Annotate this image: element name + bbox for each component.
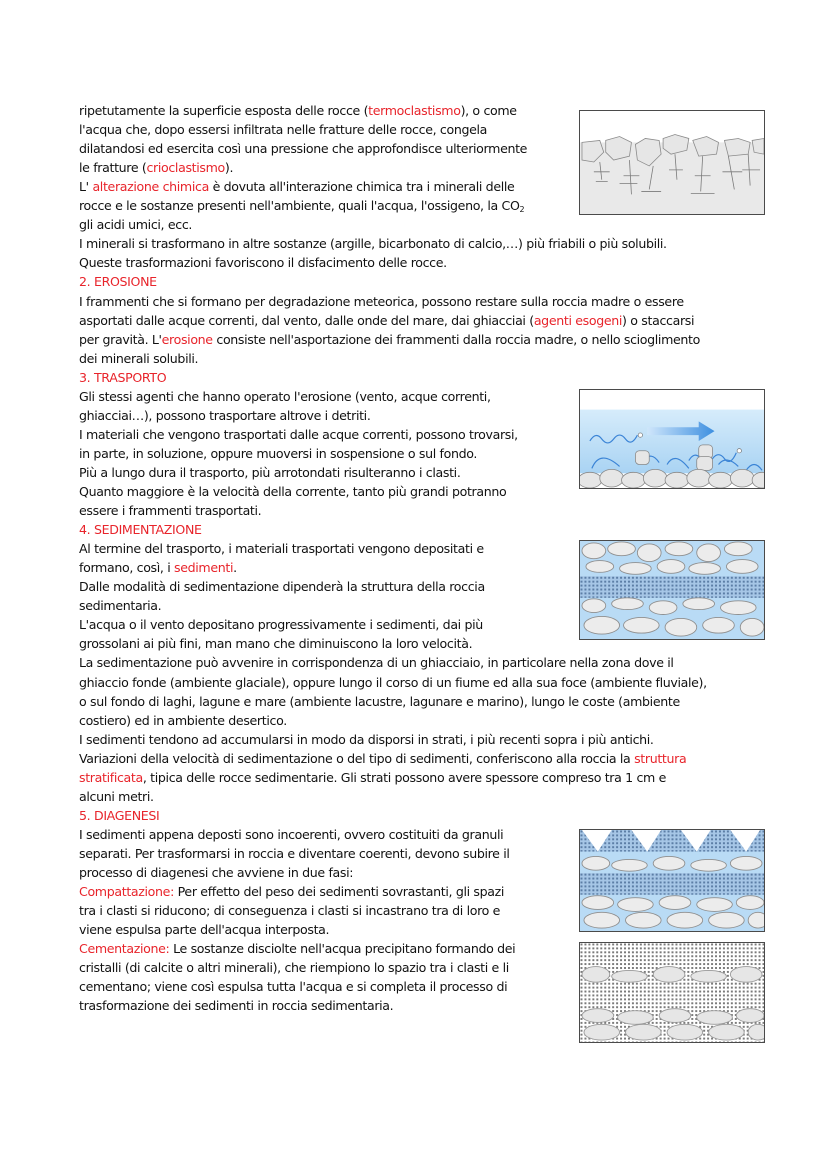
paragraph-line: Al termine del trasporto, i materiali trasportati vengono depositati e: [79, 541, 484, 557]
compaction-illustration: [579, 829, 765, 932]
paragraph-line: I materiali che vengono trasportati dalle acque correnti, possono trovarsi,: [79, 426, 518, 442]
paragraph-line: rocce e le sostanze presenti nell'ambiente, quali l'acqua, l'ossigeno, la $CO_2$: [79, 198, 525, 215]
paragraph-line: Variazioni della velocità di sedimentazione o del tipo di sedimenti, conferiscono alla roccia la struttura: [79, 750, 687, 766]
highlighted-term: crioclastismo: [146, 160, 225, 176]
paragraph-line: asportati dalle acque correnti, dal vento, dalle onde del mare, dai ghiacciai (agenti esogeni) o staccarsi: [79, 312, 695, 328]
highlighted-term: alterazione chimica: [92, 179, 209, 195]
highlighted-term: erosione: [161, 331, 213, 347]
highlighted-term: agenti esogeni: [533, 312, 623, 328]
paragraph-line: Quanto maggiore è la velocità della corrente, tanto più grandi potranno: [79, 484, 507, 499]
paragraph-line: le fratture (crioclastismo).: [79, 160, 234, 176]
paragraph-line: l'acqua che, dopo essersi infiltrata nelle fratture delle rocce, congela: [79, 122, 488, 138]
section-heading: 3. TRASPORTO: [79, 369, 167, 385]
highlighted-term: Compattazione:: [79, 884, 174, 900]
paragraph-line: tra i clasti si riducono; di conseguenza i clasti si incastrano tra di loro e: [79, 903, 501, 919]
paragraph-line: Cementazione: Le sostanze disciolte nell'acqua precipitano formando dei: [79, 941, 516, 957]
highlighted-term: stratificata: [79, 769, 143, 785]
paragraph-line: trasformazione dei sedimenti in roccia sedimentaria.: [79, 998, 394, 1014]
paragraph-line: sedimentaria.: [79, 598, 162, 614]
paragraph-line: grossolani ai più fini, man mano che diminuiscono la loro velocità.: [79, 636, 473, 652]
highlighted-term: Cementazione:: [79, 941, 170, 957]
paragraph-line: cementano; viene così espulsa tutta l'acqua e si completa il processo di: [79, 979, 508, 995]
paragraph-line: stratificata, tipica delle rocce sedimentarie. Gli strati possono avere spessore compreso tra 1 cm e: [79, 769, 667, 785]
sedimentation-illustration: [579, 540, 765, 640]
paragraph-line: dilatandosi ed esercita così una pressione che approfondisce ulteriormente: [79, 141, 528, 157]
paragraph-line: in parte, in soluzione, oppure muoversi in sospensione o sul fondo.: [79, 445, 478, 461]
paragraph-line: L' alterazione chimica è dovuta all'interazione chimica tra i minerali delle: [79, 179, 515, 195]
paragraph-line: alcuni metri.: [79, 788, 154, 804]
section-heading: 2. EROSIONE: [79, 274, 157, 290]
highlighted-term: struttura: [634, 750, 687, 766]
paragraph-line: cristalli (di calcite o altri minerali), che riempiono lo spazio tra i clasti e li: [79, 960, 509, 976]
paragraph-line: dei minerali solubili.: [79, 350, 199, 366]
paragraph-line: ripetutamente la superficie esposta delle rocce (termoclastismo), o come: [79, 103, 517, 118]
paragraph-line: formano, così, i sedimenti.: [79, 560, 237, 576]
paragraph-line: separati. Per trasformarsi in roccia e diventare coerenti, devono subire il: [79, 845, 510, 861]
paragraph-line: essere i frammenti trasportati.: [79, 503, 262, 519]
paragraph-line: per gravità. L'erosione consiste nell'asportazione dei frammenti dalla roccia madre, o nello scioglimento: [79, 331, 700, 347]
paragraph-line: Queste trasformazioni favoriscono il disfacimento delle rocce.: [79, 255, 447, 271]
cementation-illustration: [579, 942, 765, 1043]
paragraph-line: La sedimentazione può avvenire in corrispondenza di un ghiacciaio, in particolare nella zona dove il: [79, 655, 674, 671]
highlighted-term: sedimenti: [174, 560, 234, 576]
paragraph-line: I sedimenti tendono ad accumularsi in modo da disporsi in strati, i più recenti sopra i più antichi.: [79, 731, 654, 747]
weathering-illustration: [579, 110, 765, 215]
subscript: 2: [519, 205, 525, 215]
paragraph-line: costiero) ed in ambiente desertico.: [79, 712, 287, 728]
paragraph-line: I sedimenti appena deposti sono incoerenti, ovvero costituiti da granuli: [79, 826, 504, 842]
section-heading: 4. SEDIMENTAZIONE: [79, 522, 202, 538]
transport-illustration: [579, 389, 765, 489]
paragraph-line: L'acqua o il vento depositano progressivamente i sedimenti, dai più: [79, 617, 483, 633]
paragraph-line: gli acidi umici, ecc.: [79, 217, 193, 233]
paragraph-line: Più a lungo dura il trasporto, più arrotondati risulteranno i clasti.: [79, 464, 461, 480]
section-heading: 5. DIAGENESI: [79, 807, 160, 823]
paragraph-line: Gli stessi agenti che hanno operato l'erosione (vento, acque correnti,: [79, 388, 491, 404]
paragraph-line: Dalle modalità di sedimentazione dipenderà la struttura della roccia: [79, 579, 485, 595]
paragraph-line: ghiaccio fonde (ambiente glaciale), oppure lungo il corso di un fiume ed alla sua foce (ambiente fluviale),: [79, 674, 707, 690]
paragraph-line: Compattazione: Per effetto del peso dei sedimenti sovrastanti, gli spazi: [79, 884, 505, 900]
paragraph-line: I frammenti che si formano per degradazione meteorica, possono restare sulla roccia madre o essere: [79, 293, 684, 309]
paragraph-line: ghiacciai…), possono trasportare altrove i detriti.: [79, 407, 371, 423]
highlighted-term: termoclastismo: [368, 103, 461, 118]
paragraph-line: o sul fondo di laghi, lagune e mare (ambiente lacustre, lagunare e marino), lungo le coste (ambiente: [79, 693, 680, 709]
paragraph-line: viene espulsa parte dell'acqua interposta.: [79, 922, 330, 938]
paragraph-line: processo di diagenesi che avviene in due fasi:: [79, 865, 354, 880]
paragraph-line: I minerali si trasformano in altre sostanze (argille, bicarbonato di calcio,…) più friabili o più solubili.: [79, 236, 667, 252]
